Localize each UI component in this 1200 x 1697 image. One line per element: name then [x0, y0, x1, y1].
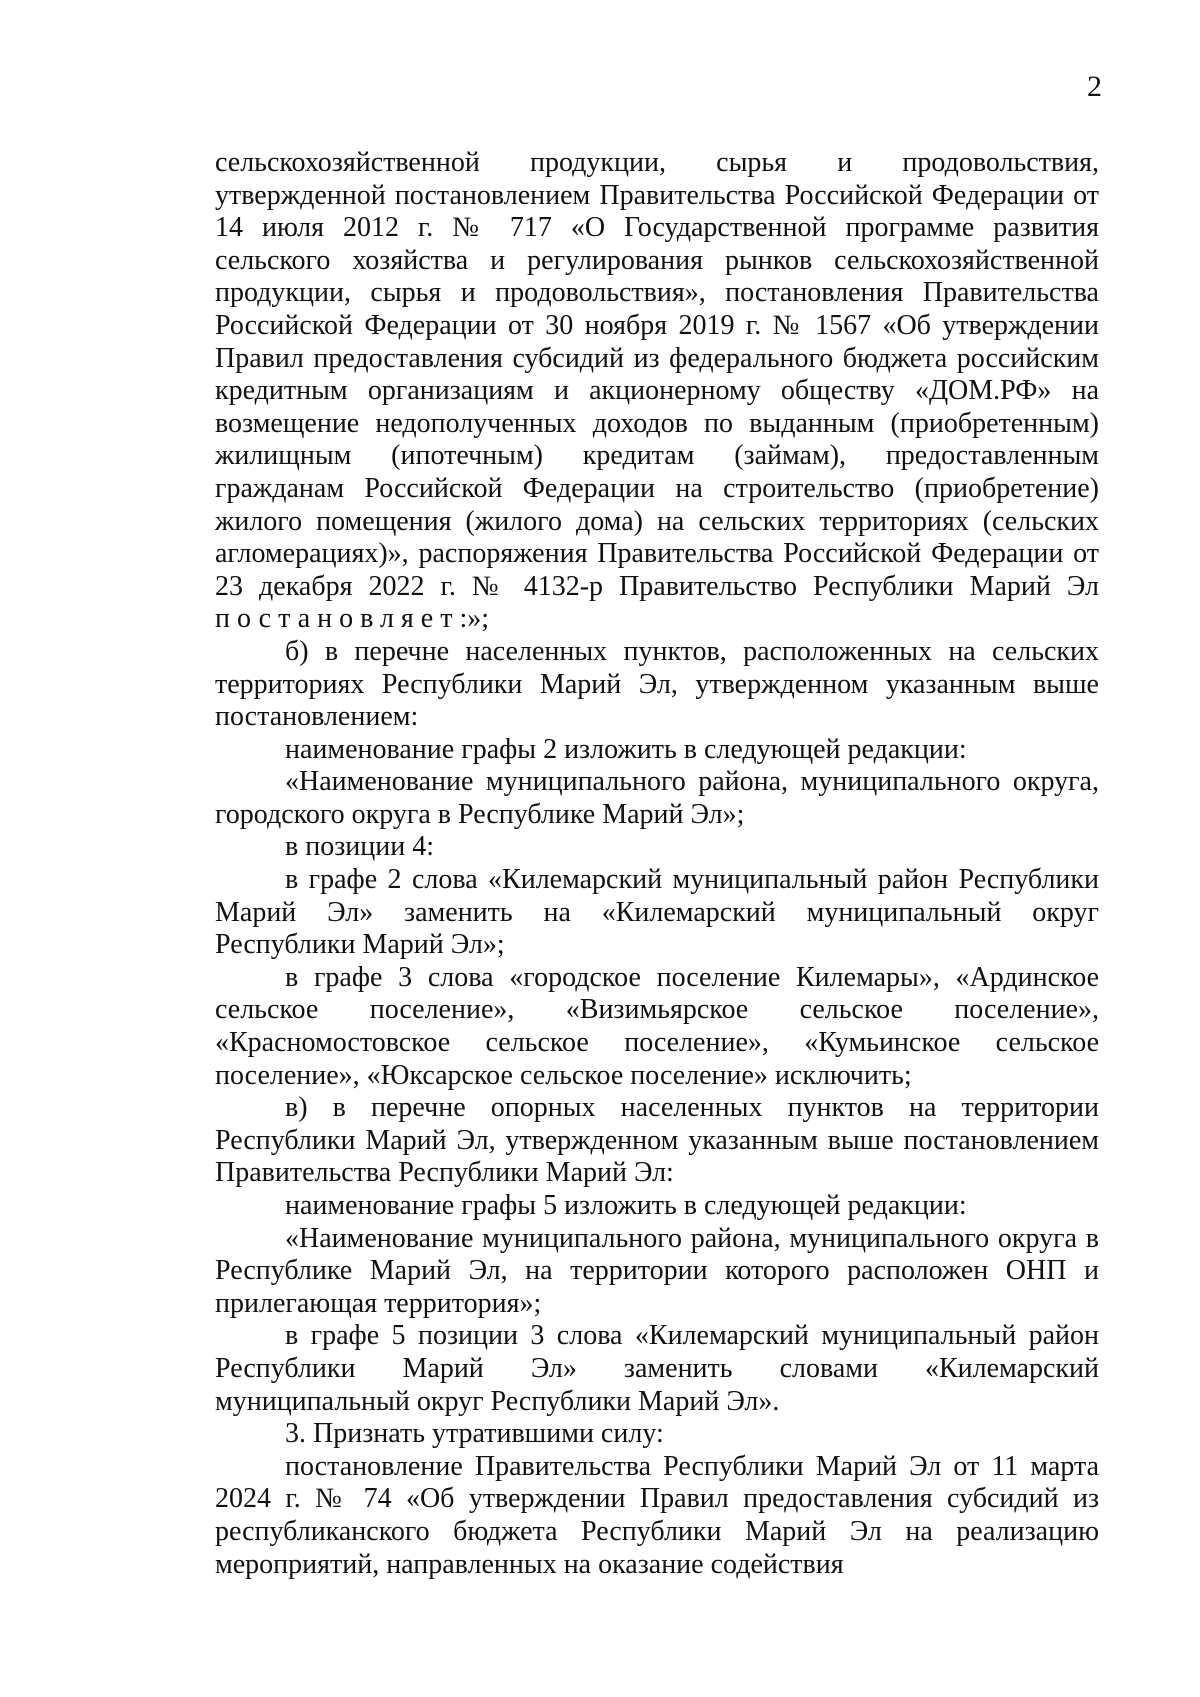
- paragraph-text: сельскохозяйственной продукции, сырья и продовольствия, утвержденной постановлением Правительства Российской Федерации от 14 июля 2012 г. № 717 «О Государственной программе развития сельского хозяйства и регулирования рынков сельскохозяйственной продукции, сырья и продовольствия», постановления Правительства Российской Федерации от 30 ноября 2019 г. № 1567 «Об утверждении Правил предоставления субсидий из федерального бюджета российским кредитным организациям и акционерному обществу «ДОМ.РФ» на возмещение недополученных доходов по выданным (приобретенным) жилищным (ипотечным) кредитам (займам), предоставленным гражданам Российской Федерации на строительство (приобретение) жилого помещения (жилого дома) на сельских территориях (сельских агломерациях)», распоряжения Правительства Российской Федерации от 23 декабря 2022 г. № 4132-р Правительство Республики Марий Эл: [215, 147, 1099, 602]
- spaced-verb: постановляет: [215, 603, 460, 635]
- paragraph: постановление Правительства Республики Марий Эл от 11 марта 2024 г. № 74 «Об утверждении Правил предоставления субсидий из республиканского бюджета Республики Марий Эл на реализацию мероприятий, направленных на оказание содействия: [215, 1450, 1099, 1580]
- paragraph-item-b: б) в перечне населенных пунктов, расположенных на сельских территориях Республики Марий Эл, утвержденном указанным выше постановлением:: [215, 635, 1099, 733]
- paragraph-item-v: в) в перечне опорных населенных пунктов на территории Республики Марий Эл, утвержденном указанным выше постановлением Правительства Республики Марий Эл:: [215, 1092, 1099, 1189]
- paragraph: наименование графы 5 изложить в следующей редакции:: [285, 1190, 967, 1221]
- paragraph: в графе 5 позиции 3 слова «Килемарский муниципальный район Республики Марий Эл» заменить словами «Килемарский муниципальный округ Республики Марий Эл».: [215, 1320, 1099, 1417]
- paragraph-item-3: 3. Признать утратившими силу:: [285, 1418, 664, 1450]
- page-number: 2: [1087, 70, 1102, 103]
- paragraph-tail: :»;: [459, 603, 490, 635]
- document-body: [215, 147, 1099, 1581]
- paragraph-continuation: [215, 147, 1099, 636]
- paragraph: наименование графы 2 изложить в следующей редакции:: [285, 733, 967, 765]
- paragraph-quote: «Наименование муниципального района, муниципального округа, городского округа в Республике Марий Эл»;: [215, 766, 1099, 830]
- paragraph: в графе 2 слова «Килемарский муниципальный район Республики Марий Эл» заменить на «Килемарский муниципальный округ Республики Марий Эл»;: [215, 864, 1099, 961]
- paragraph-quote: «Наименование муниципального района, муниципального округа в Республике Марий Эл, на территории которого расположен ОНП и прилегающая территория»;: [215, 1222, 1099, 1319]
- paragraph: в позиции 4:: [285, 831, 434, 863]
- paragraph: в графе 3 слова «городское поселение Килемары», «Ардинское сельское поселение», «Визимьярское сельское поселение», «Красномостовское сельское поселение», «Кумьинское сельское поселение», «Юксарское сельское поселение» исключить;: [215, 961, 1099, 1091]
